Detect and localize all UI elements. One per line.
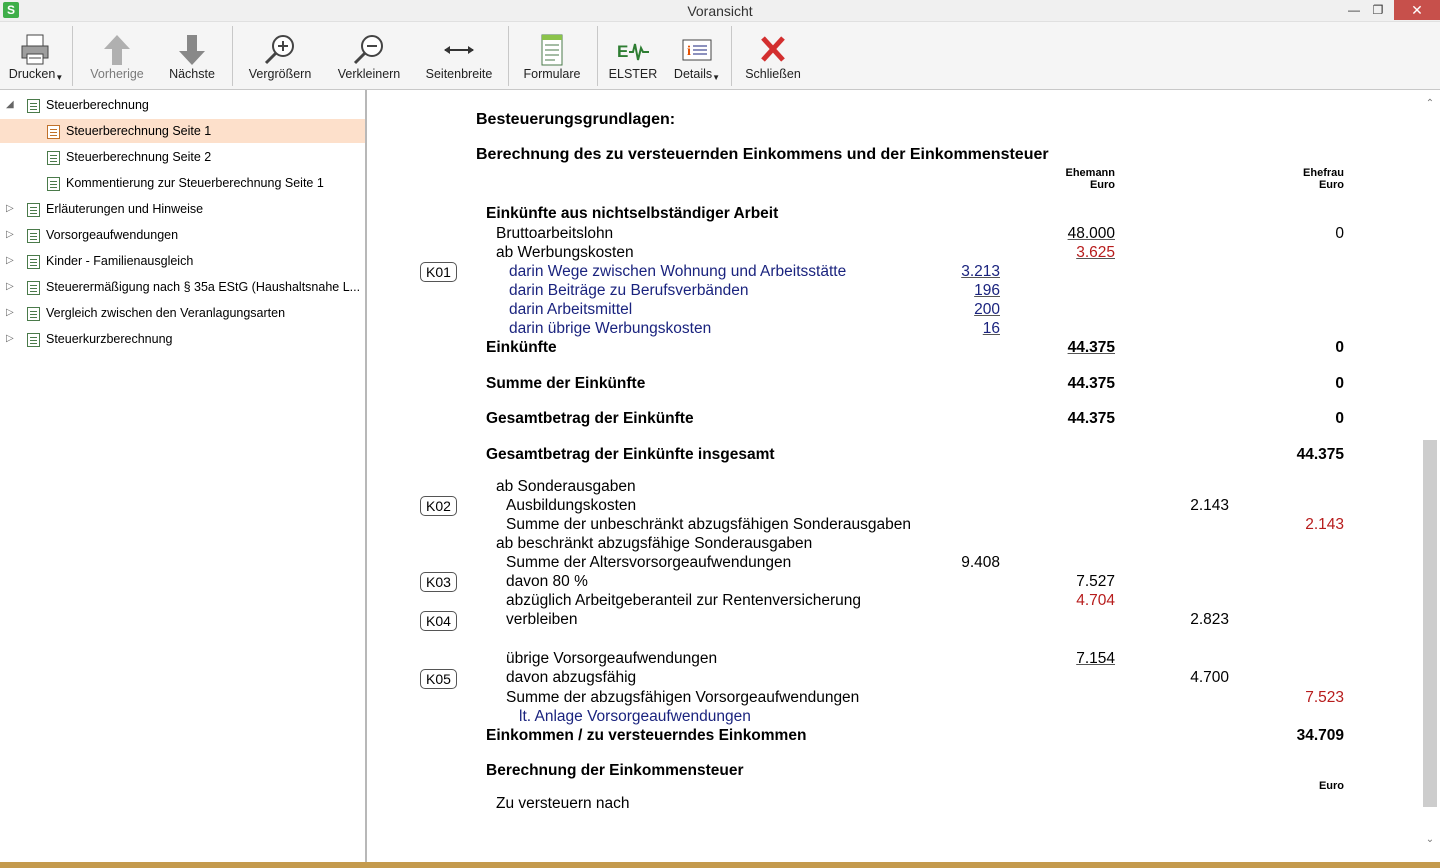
zoom-in-icon — [262, 32, 298, 68]
comment-link-k03[interactable]: K03 — [420, 572, 457, 592]
close-preview-button[interactable] — [740, 22, 806, 90]
commute-costs-value[interactable]: 3.213 — [961, 263, 1000, 280]
tree-item-label: Vorsorgeaufwendungen — [46, 228, 179, 242]
document-icon — [27, 333, 40, 347]
zoom-out-label: Verkleinern — [337, 67, 401, 81]
document-icon — [27, 99, 40, 113]
scroll-up-arrow-icon[interactable]: ⌃ — [1425, 98, 1435, 109]
comment-link-k01[interactable]: K01 — [420, 262, 457, 282]
arrow-down-icon — [174, 32, 210, 68]
title-bar — [0, 0, 1440, 22]
annex-provisions-link[interactable]: lt. Anlage Vorsorgeaufwendungen — [519, 708, 751, 725]
comment-link-k04[interactable]: K04 — [420, 611, 457, 631]
tree-item-steuerermaessigung[interactable] — [0, 275, 365, 299]
sum-unlimited-value: 2.143 — [1305, 516, 1344, 533]
previous-label: Vorherige — [90, 67, 144, 81]
scrollbar-thumb[interactable] — [1423, 440, 1437, 807]
next-label: Nächste — [169, 67, 215, 81]
gross-wage-label: Bruttoarbeitslohn — [496, 225, 614, 242]
tree-item-label: Steuerberechnung — [46, 98, 149, 112]
close-label: Schließen — [745, 67, 801, 81]
document-icon — [27, 203, 40, 217]
print-button[interactable]: Drucken▼ — [6, 22, 66, 90]
training-costs-value: 2.143 — [1190, 497, 1229, 514]
forms-label: Formulare — [523, 67, 581, 81]
elster-icon — [615, 32, 651, 68]
sum-provisions-value: 7.523 — [1305, 689, 1344, 706]
width-arrows-icon — [441, 32, 477, 68]
employment-income-heading: Einkünfte aus nichtselbständiger Arbeit — [486, 205, 779, 222]
sum-income-wife: 0 — [1335, 375, 1344, 392]
navigation-tree — [0, 90, 367, 862]
deductible-label: davon abzugsfähig — [506, 669, 637, 686]
scroll-down-arrow-icon[interactable]: ⌄ — [1425, 834, 1435, 845]
tax-calculation-heading: Berechnung der Einkommensteuer — [486, 762, 744, 779]
taxable-income-value: 34.709 — [1296, 727, 1344, 744]
total-income-wife: 0 — [1335, 410, 1344, 427]
zoom-in-label: Vergrößern — [248, 67, 312, 81]
vertical-scrollbar[interactable] — [1422, 90, 1440, 862]
svg-text:i: i — [687, 44, 691, 59]
tree-item-steuerberechnung[interactable] — [0, 93, 365, 117]
tree-item-vorsorge[interactable] — [0, 223, 365, 247]
section-heading: Besteuerungsgrundlagen: — [476, 111, 676, 128]
training-costs-label: Ausbildungskosten — [506, 497, 637, 514]
tree-item-label: Steuerberechnung Seite 2 — [66, 150, 212, 164]
expand-arrow-icon[interactable]: ▷ — [6, 203, 14, 214]
total-income-husband: 44.375 — [1067, 410, 1115, 427]
tree-item-vergleich[interactable] — [0, 301, 365, 325]
pension-sum-value: 9.408 — [961, 554, 1000, 571]
pension-80-label: davon 80 % — [506, 573, 588, 590]
section-subheading: Berechnung des zu versteuernden Einkommens und der Einkommensteuer — [476, 146, 1049, 163]
association-fees-label: darin Beiträge zu Berufsverbänden — [509, 282, 749, 299]
details-label: Details — [673, 67, 713, 81]
elster-label: ELSTER — [608, 67, 658, 81]
association-fees-value[interactable]: 196 — [974, 282, 1000, 299]
tree-item-seite-2[interactable] — [0, 145, 365, 169]
remaining-value: 2.823 — [1190, 611, 1229, 628]
column-header-husband-unit: Euro — [1089, 179, 1115, 191]
taxable-income-label: Einkommen / zu versteuerndes Einkommen — [486, 727, 807, 744]
zoom-in-button[interactable] — [240, 22, 320, 90]
tree-item-label: Steuerkurzberechnung — [46, 332, 173, 346]
restore-button[interactable]: ❐ — [1372, 3, 1384, 17]
column-header-wife — [1264, 167, 1344, 191]
elster-button[interactable] — [604, 22, 662, 90]
comment-link-k05[interactable]: K05 — [420, 669, 457, 689]
document-icon — [27, 281, 40, 295]
app-icon: S — [3, 2, 19, 18]
minimize-button[interactable]: — — [1348, 3, 1360, 17]
tree-item-label: Kinder - Familienausgleich — [46, 254, 194, 268]
tree-item-erlaeuterungen[interactable] — [0, 197, 365, 221]
details-icon — [679, 32, 715, 68]
details-button[interactable]: i Details▼ — [668, 22, 726, 90]
tree-item-label: Kommentierung zur Steuerberechnung Seite 1 — [66, 176, 324, 190]
toolbar — [0, 22, 1440, 90]
expand-arrow-icon[interactable]: ▷ — [6, 229, 14, 240]
column-header-husband-label: Ehemann — [1065, 167, 1115, 179]
other-provisions-value: 7.154 — [1076, 650, 1115, 667]
document-icon — [47, 177, 60, 191]
document-icon — [47, 125, 60, 139]
expand-arrow-icon[interactable]: ▷ — [6, 281, 14, 292]
tree-item-label: Steuerberechnung Seite 1 — [66, 124, 212, 138]
window-title: Voransicht — [687, 3, 753, 19]
total-income-all-label: Gesamtbetrag der Einkünfte insgesamt — [486, 446, 775, 463]
tree-item-kurzberechnung[interactable] — [0, 327, 365, 351]
toolbar-separator — [508, 26, 509, 86]
page-width-label: Seitenbreite — [425, 67, 493, 81]
toolbar-separator — [232, 26, 233, 86]
work-costs-label: ab Werbungskosten — [496, 244, 634, 261]
tax-unit-header: Euro — [1318, 780, 1344, 792]
document-icon — [27, 229, 40, 243]
form-document-icon — [534, 32, 570, 68]
income-label: Einkünfte — [486, 339, 557, 356]
tree-item-label: Steuerermäßigung nach § 35a EStG (Haushaltsnahe L... — [46, 280, 361, 294]
other-provisions-label: übrige Vorsorgeaufwendungen — [506, 650, 718, 667]
column-header-husband — [1035, 167, 1115, 191]
expand-arrow-icon[interactable]: ▷ — [6, 307, 14, 318]
document-icon — [27, 255, 40, 269]
tax-basis-label: Zu versteuern nach — [496, 795, 630, 812]
arrow-up-icon — [99, 32, 135, 68]
sum-income-label: Summe der Einkünfte — [486, 375, 646, 392]
tree-item-label: Erläuterungen und Hinweise — [46, 202, 204, 216]
expand-arrow-icon[interactable]: ▷ — [6, 333, 14, 344]
tree-item-label: Vergleich zwischen den Veranlagungsarten — [46, 306, 286, 320]
work-tools-value[interactable]: 200 — [974, 301, 1000, 318]
gross-wage-wife: 0 — [1335, 225, 1344, 242]
toolbar-separator — [597, 26, 598, 86]
sum-unlimited-label: Summe der unbeschränkt abzugsfähigen Sonderausgaben — [506, 516, 911, 533]
close-icon — [755, 32, 791, 68]
printer-icon — [18, 32, 54, 68]
tree-item-kommentierung[interactable] — [0, 171, 365, 195]
sum-provisions-label: Summe der abzugsfähigen Vorsorgeaufwendungen — [506, 689, 860, 706]
toolbar-separator — [72, 26, 73, 86]
deductible-value: 4.700 — [1190, 669, 1229, 686]
income-husband: 44.375 — [1067, 339, 1115, 356]
special-expenses-label: ab Sonderausgaben — [496, 478, 636, 495]
gross-wage-husband: 48.000 — [1067, 225, 1115, 242]
income-wife: 0 — [1335, 339, 1344, 356]
tree-item-kinder[interactable] — [0, 249, 365, 273]
total-income-all-value: 44.375 — [1296, 446, 1344, 463]
window-close-button[interactable]: ✕ — [1394, 0, 1440, 20]
zoom-out-button[interactable] — [330, 22, 408, 90]
pension-80-value: 7.527 — [1076, 573, 1115, 590]
limited-expenses-label: ab beschränkt abzugsfähige Sonderausgaben — [496, 535, 813, 552]
other-work-costs-label: darin übrige Werbungskosten — [509, 320, 712, 337]
work-tools-label: darin Arbeitsmittel — [509, 301, 633, 318]
remaining-label: verbleiben — [506, 611, 578, 628]
comment-link-k02[interactable]: K02 — [420, 496, 457, 516]
taskbar-strip — [0, 862, 1440, 868]
forms-button[interactable] — [516, 22, 588, 90]
column-header-wife-unit: Euro — [1318, 179, 1344, 191]
next-button[interactable] — [158, 22, 226, 90]
commute-costs-label: darin Wege zwischen Wohnung und Arbeitsstätte — [509, 263, 847, 280]
document-preview — [367, 90, 1422, 862]
document-icon — [47, 151, 60, 165]
tree-item-seite-1[interactable] — [0, 119, 365, 143]
collapse-arrow-icon[interactable]: ◢ — [6, 99, 14, 110]
pension-sum-label: Summe der Altersvorsorgeaufwendungen — [506, 554, 792, 571]
print-label: Drucken — [8, 67, 56, 81]
expand-arrow-icon[interactable]: ▷ — [6, 255, 14, 266]
total-income-label: Gesamtbetrag der Einkünfte — [486, 410, 694, 427]
document-icon — [27, 307, 40, 321]
column-header-wife-label: Ehefrau — [1303, 167, 1344, 179]
employer-share-label: abzüglich Arbeitgeberanteil zur Rentenversicherung — [506, 592, 861, 609]
page-width-button[interactable] — [418, 22, 500, 90]
svg-text:E: E — [617, 42, 629, 61]
work-costs-husband: 3.625 — [1076, 244, 1115, 261]
sum-income-husband: 44.375 — [1067, 375, 1115, 392]
toolbar-separator — [731, 26, 732, 86]
previous-button[interactable] — [82, 22, 152, 90]
zoom-out-icon — [351, 32, 387, 68]
employer-share-value: 4.704 — [1076, 592, 1115, 609]
other-work-costs-value[interactable]: 16 — [982, 320, 1000, 337]
